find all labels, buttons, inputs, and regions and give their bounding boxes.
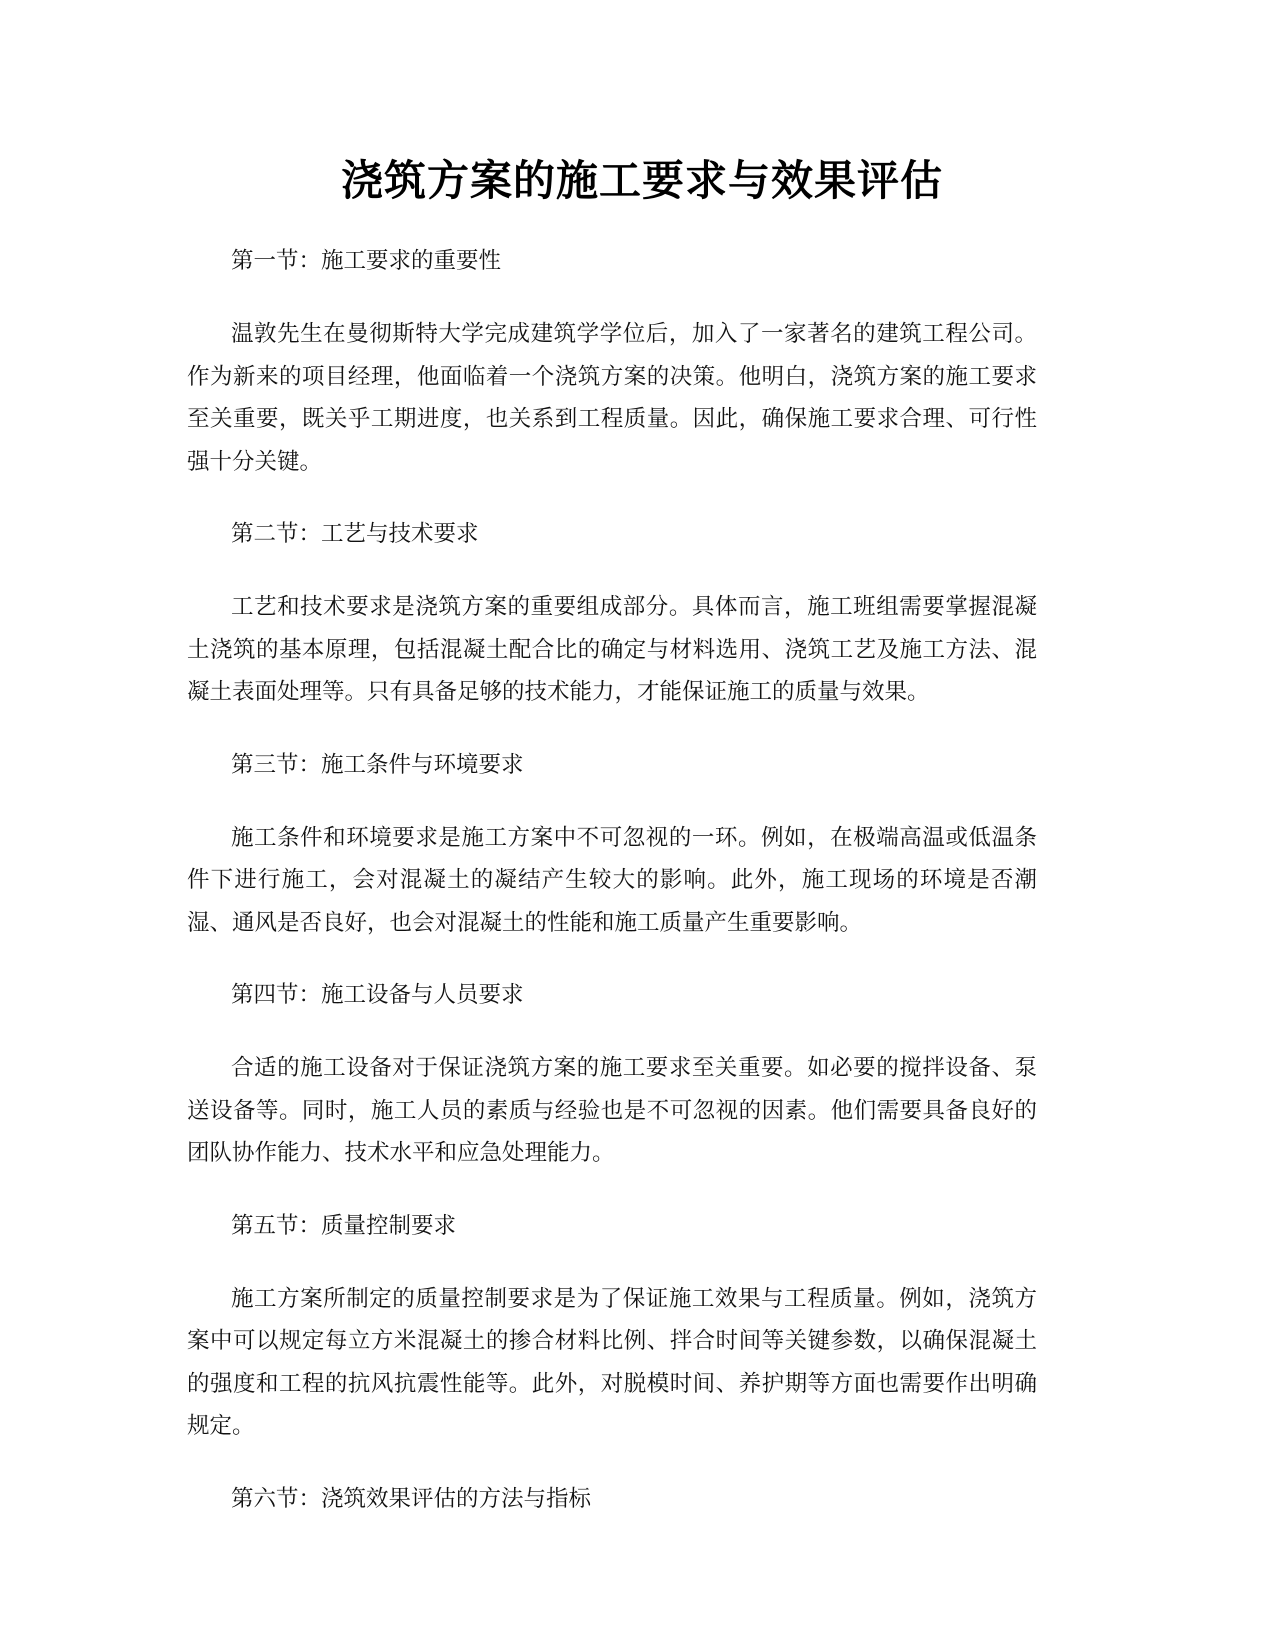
section-paragraph-2: 工艺和技术要求是浇筑方案的重要组成部分。具体而言，施工班组需要掌握混凝土浇筑的基本原理，包括混凝土配合比的确定与材料选用、浇筑工艺及施工方法、混凝土表面处理等。只有具备足够的技术能力，才能保证施工的质量与效果。 <box>187 594 1037 705</box>
section-heading-3: 第三节：施工条件与环境要求 <box>231 751 524 778</box>
section-heading-2: 第二节：工艺与技术要求 <box>231 521 479 547</box>
section-heading-1: 第一节：施工要求的重要性 <box>231 248 502 274</box>
document-title: 浇筑方案的施工要求与效果评估 <box>340 156 943 205</box>
section-heading-5: 第五节：质量控制要求 <box>231 1212 457 1239</box>
section-paragraph-3: 施工条件和环境要求是施工方案中不可忽视的一环。例如，在极端高温或低温条件下进行施工，会对混凝土的凝结产生较大的影响。此外，施工现场的环境是否潮湿、通风是否良好，也会对混凝土的性能和施工质量产生重要影响。 <box>187 824 1037 936</box>
section-paragraph-1: 温敦先生在曼彻斯特大学完成建筑学学位后，加入了一家著名的建筑工程公司。作为新来的项目经理，他面临着一个浇筑方案的决策。他明白，浇筑方案的施工要求至关重要，既关乎工期进度，也关系到工程质量。因此，确保施工要求合理、可行性强十分关键。 <box>187 321 1037 475</box>
section-heading-4: 第四节：施工设备与人员要求 <box>231 982 524 1008</box>
section-paragraph-5: 施工方案所制定的质量控制要求是为了保证施工效果与工程质量。例如，浇筑方案中可以规定每立方米混凝土的掺合材料比例、拌合时间等关键参数，以确保混凝土的强度和工程的抗风抗震性能等。此外，对脱模时间、养护期等方面也需要作出明确规定。 <box>187 1285 1037 1439</box>
section-paragraph-4: 合适的施工设备对于保证浇筑方案的施工要求至关重要。如必要的搅拌设备、泵送设备等。同时，施工人员的素质与经验也是不可忽视的因素。他们需要具备良好的团队协作能力、技术水平和应急处理能力。 <box>187 1055 1037 1166</box>
section-heading-6: 第六节：浇筑效果评估的方法与指标 <box>231 1485 592 1512</box>
